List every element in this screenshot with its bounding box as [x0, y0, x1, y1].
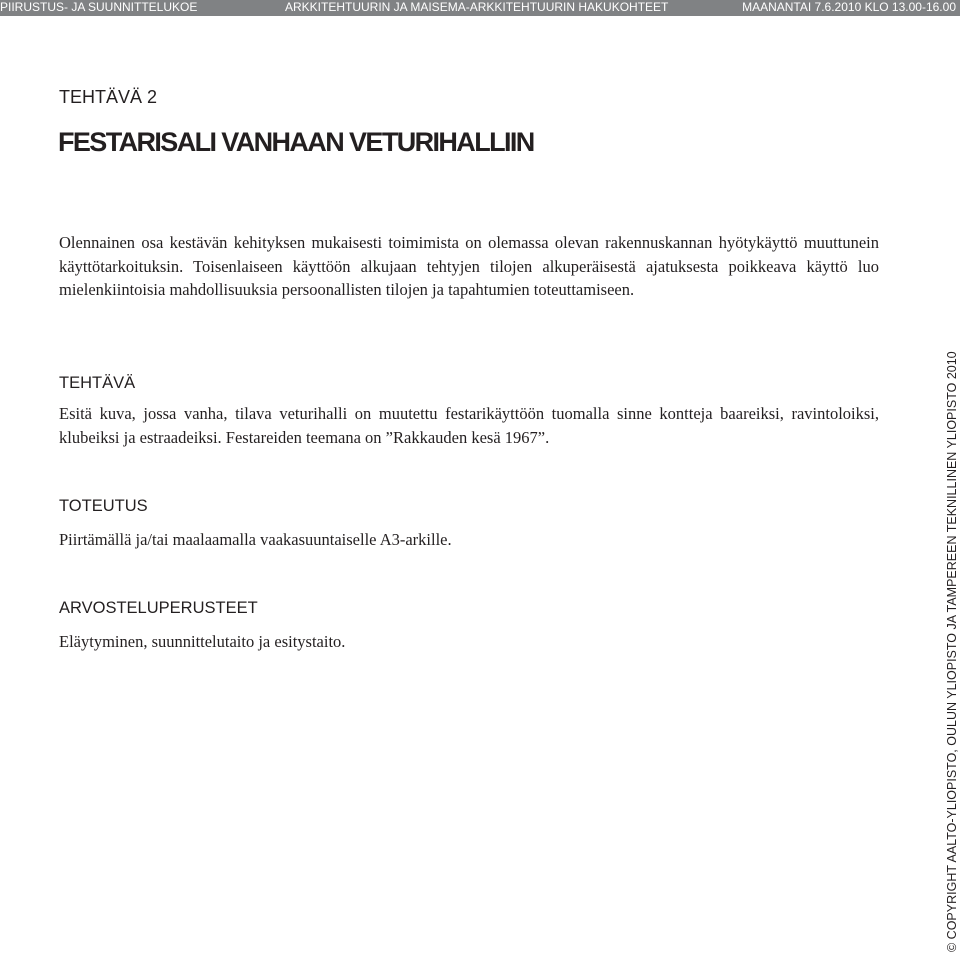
task-number: TEHTÄVÄ 2 [59, 87, 158, 107]
header-exam-name: PIIRUSTUS- JA SUUNNITTELUKOE [0, 0, 198, 14]
header-programs: ARKKITEHTUURIN JA MAISEMA-ARKKITEHTUURIN HAKUKOHTEET [285, 0, 669, 14]
criteria-text: Eläytyminen, suunnittelutaito ja esitystaito. [59, 632, 346, 651]
task-heading: TEHTÄVÄ [59, 374, 136, 392]
criteria-heading: ARVOSTELUPERUSTEET [59, 599, 258, 617]
intro-paragraph: Olennainen osa kestävän kehityksen mukaisesti toimimista on olemassa olevan rakennuskannan hyötykäyttö muuttunein käyttötarkoituksin. Toisenlaiseen käyttöön alkujaan tehtyjen tilojen alkuperäisestä ajatuksesta poikkeava käyttö luo mielenkiintoisia mahdollisuuksia persoonallisten tilojen ja tapahtumien toteuttamiseen. [59, 233, 879, 299]
header-date-time: MAANANTAI 7.6.2010 KLO 13.00-16.00 [742, 0, 956, 14]
page-title: FESTARISALI VANHAAN VETURIHALLIIN [58, 127, 534, 157]
header-bar [0, 0, 960, 16]
implementation-text: Piirtämällä ja/tai maalaamalla vaakasuuntaiselle A3-arkille. [59, 530, 452, 549]
copyright-notice: © COPYRIGHT AALTO-YLIOPISTO, OULUN YLIOPISTO JA TAMPEREEN TEKNILLINEN YLIOPISTO 2010 [945, 351, 959, 952]
task-text: Esitä kuva, jossa vanha, tilava veturihalli on muutettu festarikäyttöön tuomalla sinne kontteja baareiksi, ravintoloiksi, klubeiksi ja estraadeiksi. Festareiden teemana on ”Rakkauden kesä 1967”. [59, 404, 879, 447]
implementation-heading: TOTEUTUS [59, 497, 148, 515]
